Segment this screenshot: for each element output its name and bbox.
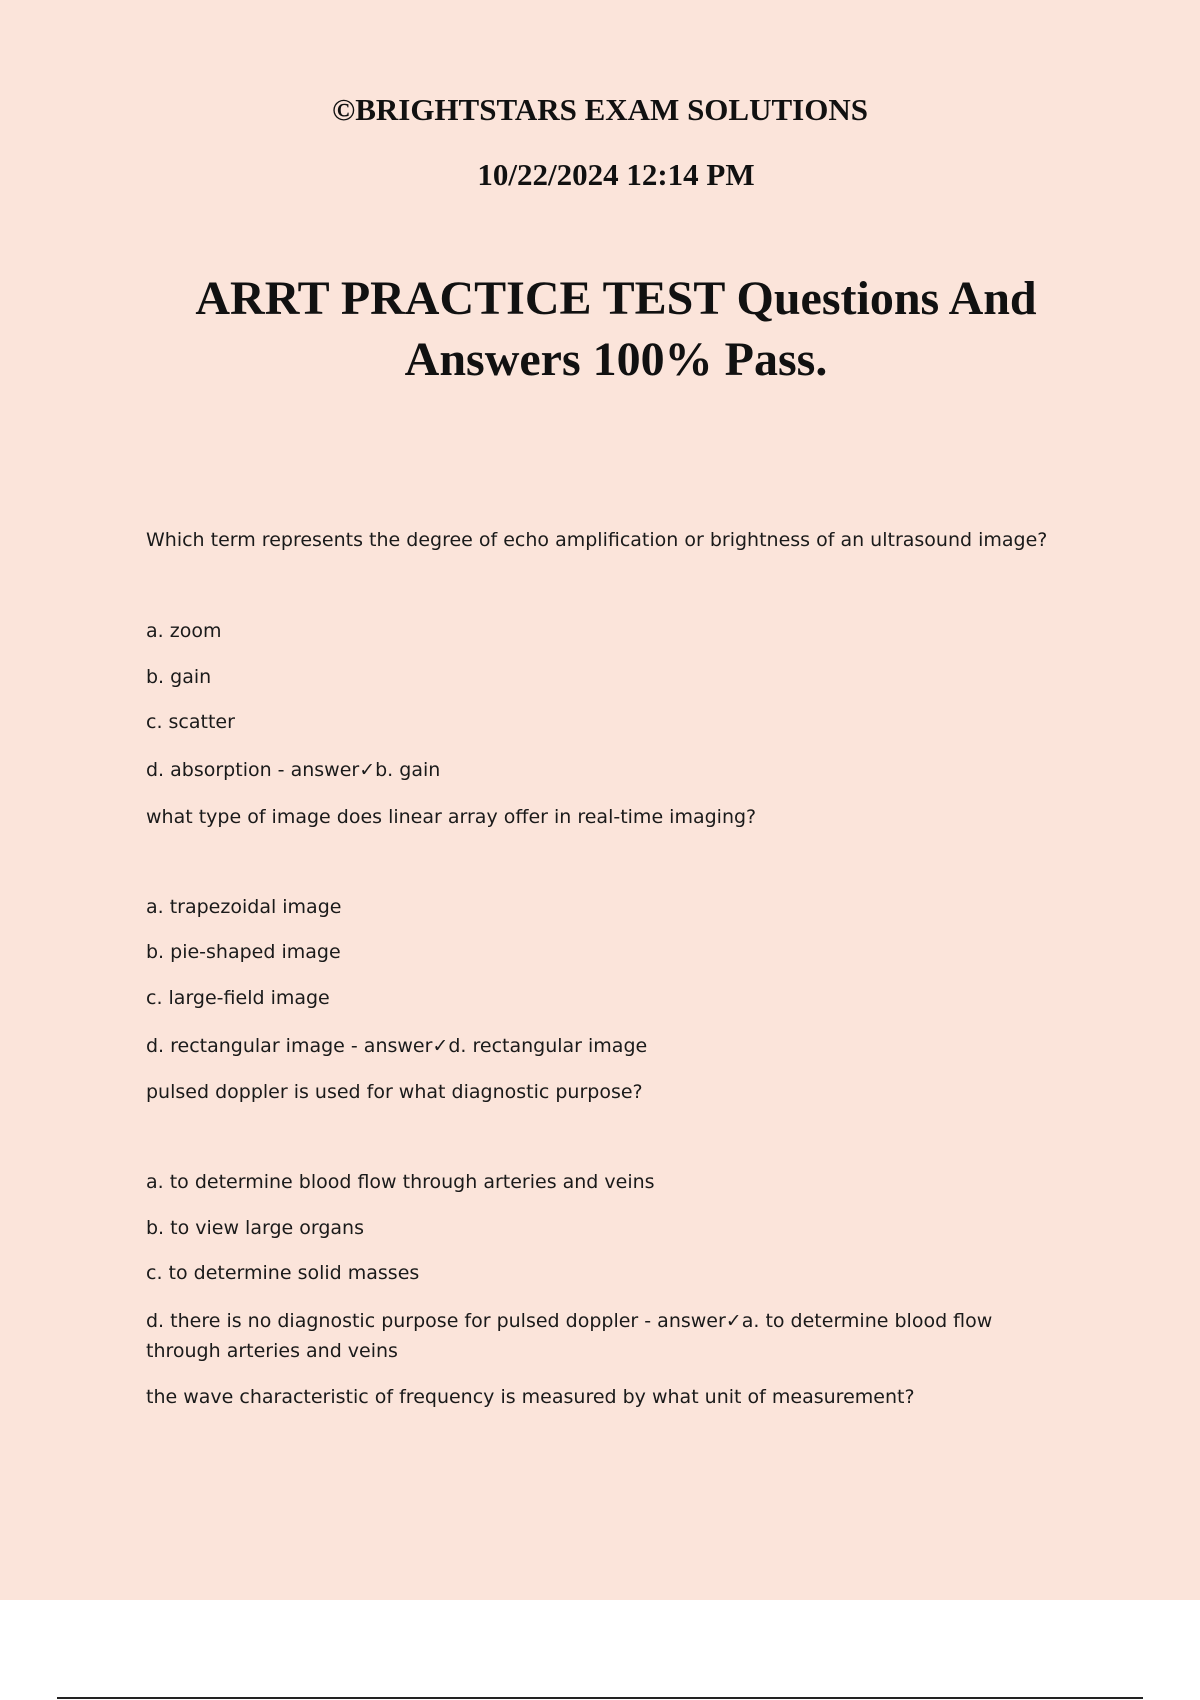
question-text: the wave characteristic of frequency is measured by what unit of measurement? <box>146 1386 915 1408</box>
answer-option-with-key: d. there is no diagnostic purpose for pulsed doppler - answer✓a. to determine blood flow through arteries and veins <box>146 1310 993 1362</box>
document-title: ARRT PRACTICE TEST Questions And Answers 100% Pass. <box>195 272 1037 386</box>
answer-option: a. trapezoidal image <box>146 896 342 918</box>
answer-option: a. zoom <box>146 620 222 642</box>
question-text: Which term represents the degree of echo amplification or brightness of an ultrasound image? <box>146 529 1048 551</box>
brand-header: ©BRIGHTSTARS EXAM SOLUTIONS <box>332 92 868 127</box>
answer-option: c. to determine solid masses <box>146 1262 420 1284</box>
answer-option: b. pie-shaped image <box>146 941 341 963</box>
question-text: what type of image does linear array offer in real-time imaging? <box>146 806 757 828</box>
answer-option-with-key: d. rectangular image - answer✓d. rectangular image <box>146 1035 648 1057</box>
answer-option: c. scatter <box>146 711 235 733</box>
question-text: pulsed doppler is used for what diagnostic purpose? <box>146 1081 643 1103</box>
answer-option-with-key: d. absorption - answer✓b. gain <box>146 759 441 781</box>
answer-option: b. gain <box>146 666 212 688</box>
answer-option: b. to view large organs <box>146 1217 364 1239</box>
answer-option: c. large-field image <box>146 987 330 1009</box>
header-datetime: 10/22/2024 12:14 PM <box>477 157 755 192</box>
footer-divider <box>57 1697 1143 1699</box>
answer-option: a. to determine blood flow through arteries and veins <box>146 1171 655 1193</box>
